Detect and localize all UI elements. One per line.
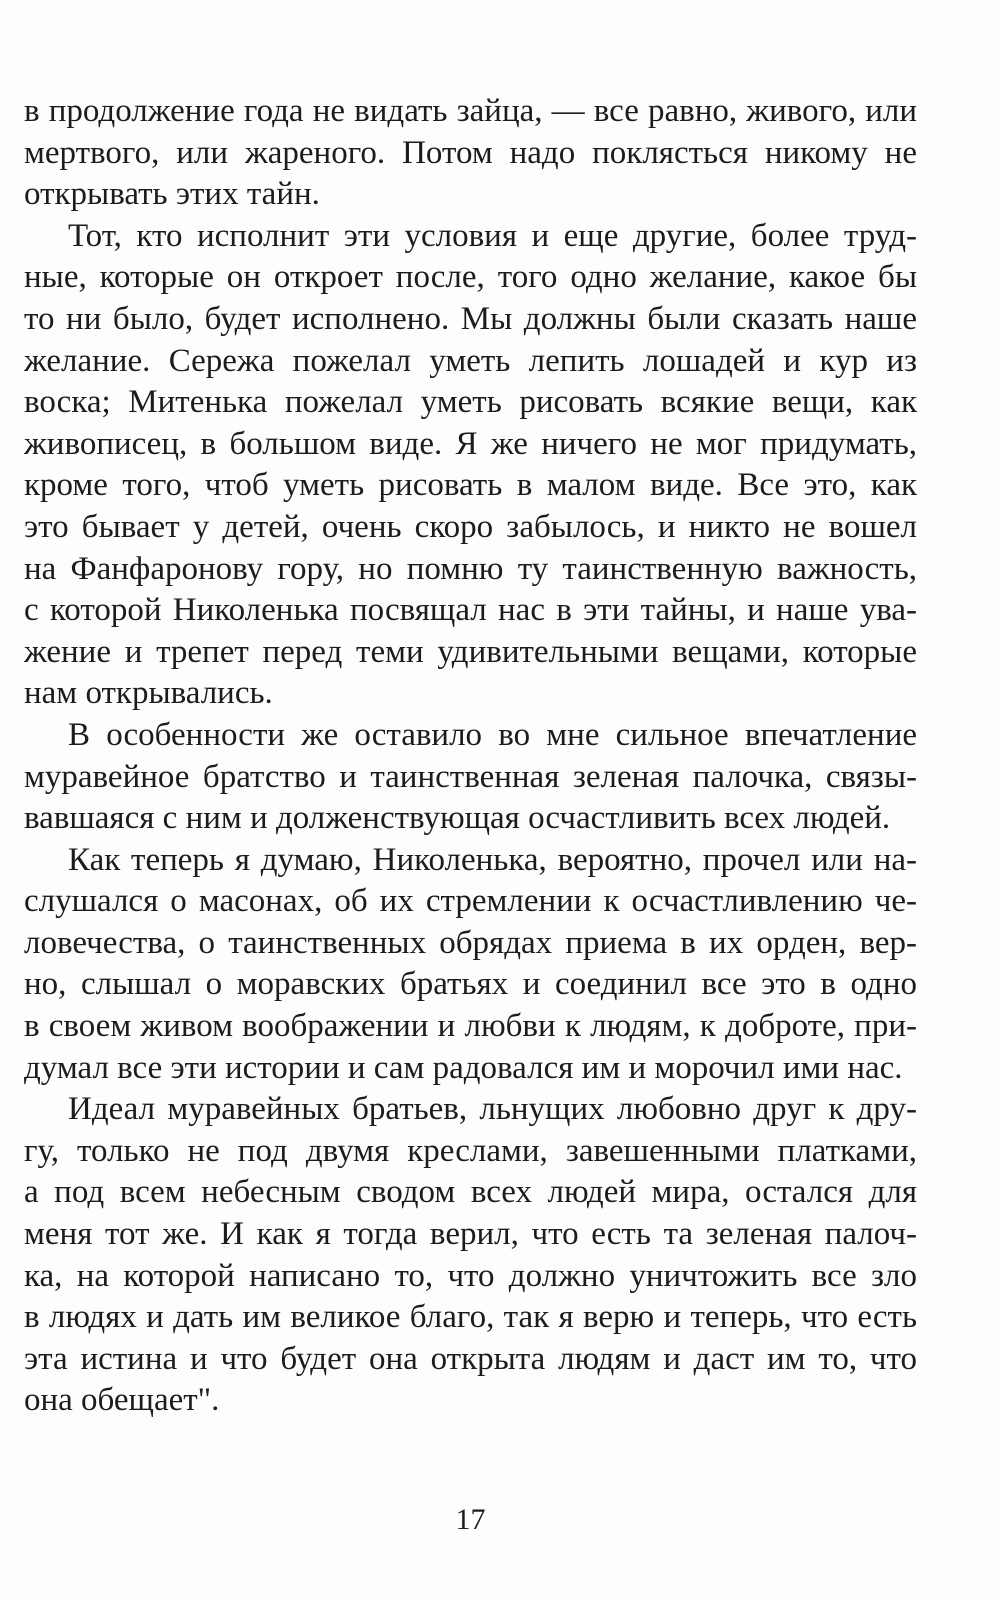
text-line: а под всем небесным сводом всех людей мира, остался для — [24, 1174, 917, 1211]
text-line: желание. Сережа пожелал уметь лепить лошадей и кур из — [24, 342, 917, 379]
text-line: в своем живом воображении и любви к людям, к доброте, при- — [24, 1008, 917, 1045]
page-number: 17 — [455, 1503, 486, 1536]
text-line: но, слышал о моравских братьях и соединил все это в одно — [24, 966, 917, 1003]
text-line: живописец, в большом виде. Я же ничего не мог придумать, — [24, 425, 917, 462]
text-line: воска; Митенька пожелал уметь рисовать всякие вещи, как — [24, 384, 917, 421]
text-line: слушался о масонах, об их стремлении к осчастливлению че- — [24, 883, 917, 920]
text-line: думал все эти истории и сам радовался им и морочил ими нас. — [24, 1049, 903, 1086]
text-line: ные, которые он откроет после, того одно желание, какое бы — [24, 259, 917, 296]
text-line: в людях и дать им великое благо, так я верю и теперь, что есть — [24, 1299, 917, 1336]
text-line: кроме того, чтоб уметь рисовать в малом виде. Все это, как — [24, 467, 917, 504]
text-line: это бывает у детей, очень скоро забылось, и никто не вошел — [24, 508, 917, 545]
text-line: на Фанфаронову гору, но помню ту таинственную важность, — [24, 550, 917, 587]
text-line: меня тот же. И как я тогда верил, что есть та зеленая палоч- — [24, 1216, 917, 1253]
text-line: нам открывались. — [24, 675, 273, 712]
text-line: открывать этих тайн. — [24, 176, 320, 213]
text-line: гу, только не под двумя креслами, завешенными платками, — [24, 1132, 917, 1169]
text-line: в продолжение года не видать зайца, — все равно, живого, или — [24, 93, 917, 129]
text-line: ловечества, о таинственных обрядах приема в их орден, вер- — [24, 924, 917, 961]
body-text — [24, 91, 917, 1422]
text-line: В особенности же оставило во мне сильное впечатление — [68, 716, 917, 753]
text-line: Идеал муравейных братьев, льнущих любовно друг к дру- — [68, 1091, 917, 1128]
text-line: вавшаяся с ним и долженствующая осчастливить всех людей. — [24, 800, 891, 837]
text-line: то ни было, будет исполнено. Мы должны были сказать наше — [24, 300, 917, 337]
text-line: с которой Николенька посвящал нас в эти тайны, и наше ува- — [24, 592, 917, 629]
text-line: ка, на которой написано то, что должно уничтожить все зло — [24, 1257, 917, 1294]
text-line: эта истина и что будет она открыта людям и даст им то, что — [24, 1340, 917, 1377]
text-line: Как теперь я думаю, Николенька, вероятно, прочел или на- — [68, 841, 917, 878]
text-line: муравейное братство и таинственная зеленая палочка, связы- — [24, 758, 917, 795]
text-line: мертвого, или жареного. Потом надо поклясться никому не — [24, 134, 917, 171]
text-line: Тот, кто исполнит эти условия и еще другие, более труд- — [68, 217, 917, 254]
text-line: жение и трепет перед теми удивительными вещами, которые — [24, 633, 917, 670]
text-line: она обещает". — [24, 1382, 220, 1419]
